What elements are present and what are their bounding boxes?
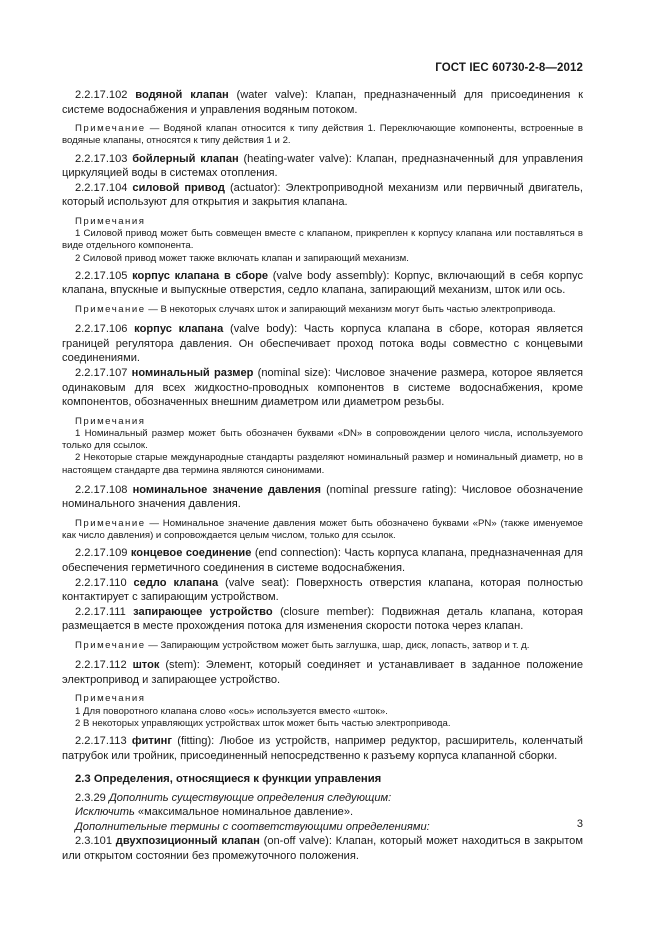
note-valve-body-assembly: Примечание — В некоторых случаях шток и запирающий механизм могут быть частью электропривода. [75,303,556,315]
definition-nominal-pressure-rating: 2.2.17.108 номинальное значение давления (nominal pressure rating): Числовое обозначение номинального значения давления. [62,483,584,511]
note-water-valve: Примечание — Водяной клапан относится к типу действия 1. Переключающие компоненты, встроенные в водяные клапаны, относятся к типу действия 1 и 2. [62,123,583,147]
notes-heading: Примечания [75,693,146,705]
note-closure-member: Примечание — Запирающим устройством может быть заглушка, шар, диск, лопасть, затвор и т. д. [75,639,530,651]
definition-heating-water-valve: 2.2.17.103 бойлерный клапан (heating-water valve): Клапан, предназначенный для управления циркуляцией воды в системах отопления. [62,152,583,180]
definition-end-connection: 2.2.17.109 концевое соединение (end connection): Часть корпуса клапана, предназначенная для обеспечения герметичного соединения в системе водоснабжения. [62,547,583,574]
definition-valve-body-assembly: 2.2.17.105 корпус клапана в сборе (valve body assembly): Корпус, включающий в себя корпус клапана, впускные и выпускные отверстия, седло клапана, запирающий механизм, шток или ось. [62,269,583,297]
definition-valve-body: 2.2.17.106 корпус клапана (valve body): Часть корпуса клапана в сборе, которая является границей регулятора давления. Он обеспечивает проход потока воды совместно с концевыми соединениями. [62,323,583,365]
definition-valve-seat: 2.2.17.110 седло клапана (valve seat): Поверхность отверстия клапана, которая полностью контактирует с запирающим устройством. [62,576,583,604]
amendment-line: 2.3.29 Дополнить существующие определения следующим: [75,791,392,804]
note-item: 2 Некоторые старые международные стандарты разделяют номинальный размер и номинальный диаметр, но в настоящем стандарте два термина являются синонимами. [62,452,583,476]
page-number: 3 [576,818,583,830]
note-item: 2 В некоторых управляющих устройствах шток может быть частью электропривода. [75,717,451,729]
amendment-line: Дополнительные термины с соответствующими определениями: [75,820,430,833]
definition-water-valve: 2.2.17.102 водяной клапан (water valve): Клапан, предназначенный для присоединения к системе водоснабжения и управления водяным потоком. [62,89,583,116]
note-item: 1 Силовой привод может быть совмещен вместе с клапаном, прикреплен к корпусу клапана или поставляться в виде отдельного компонента. [62,228,583,252]
definition-fitting: 2.2.17.113 фитинг (fitting): Любое из устройств, например редуктор, расширитель, коленчатый патрубок или тройник, присоединенный непосредственно к разъему корпуса клапанной сборки. [62,734,583,762]
note-nominal-pressure-rating: Примечание — Номинальное значение давления может быть обозначено буквами «PN» (также именуемое как число давления) и сопровождается целым числом, только для ссылок. [62,517,583,542]
section-heading: 2.3 Определения, относящиеся к функции управления [75,773,382,786]
document-body [62,88,583,864]
definition-nominal-size: 2.2.17.107 номинальный размер (nominal size): Числовое значение размера, которое является одинаковым для всех жидкостно-проводных компонентов в системе водоснабжения, кроме компонентов, обозначенных внешним диаметром или диаметром резьбы. [62,366,584,409]
note-item: 1 Номинальный размер может быть обозначен буквами «DN» в сопровождении целого числа, используемого только для ссылок. [62,427,583,452]
amendment-line: Исключить «максимальное номинальное давление». [75,806,354,819]
notes-heading: Примечания [75,415,146,427]
definition-closure-member: 2.2.17.111 запирающее устройство (closure member): Подвижная деталь клапана, которая размещается в месте прохождения потока для изменения скорости потока через клапан. [62,605,583,633]
definition-actuator: 2.2.17.104 силовой привод (actuator): Электроприводной механизм или первичный двигатель, который используют для открытия и закрытия клапана. [62,181,583,209]
document-header: ГОСТ IEC 60730-2-8—2012 [435,62,583,74]
note-item: 2 Силовой привод может также включать клапан и запирающий механизм. [75,252,409,264]
notes-heading: Примечания [75,215,146,227]
definition-on-off-valve: 2.3.101 двухпозиционный клапан (on-off valve): Клапан, который может находиться в закрытом или открытом состоянии без промежуточного положения. [62,835,583,863]
note-item: 1 Для поворотного клапана слово «ось» используется вместо «шток». [75,705,388,717]
definition-stem: 2.2.17.112 шток (stem): Элемент, который соединяет и устанавливает в заданное положение электропривод и запирающее устройство. [62,659,583,686]
